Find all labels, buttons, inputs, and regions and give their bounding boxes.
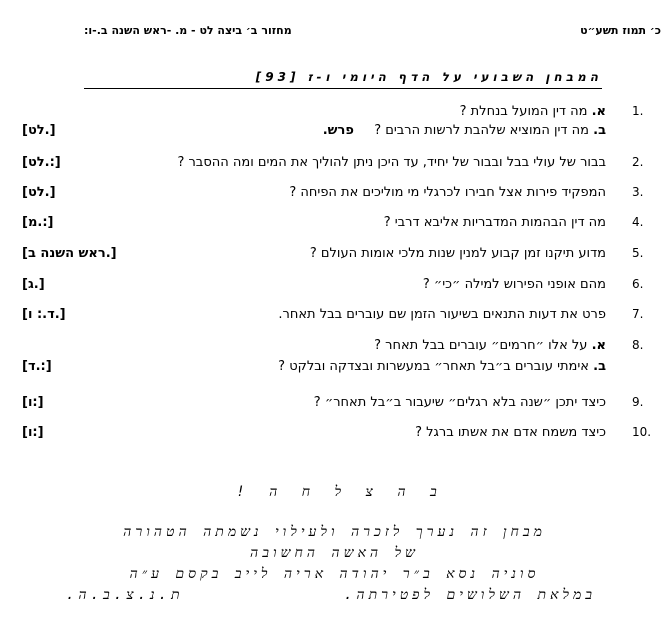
question-source: [ד.:] — [22, 359, 52, 374]
question-text: מה דין המוציא שלהבת לרשות הרבים ? — [374, 123, 589, 138]
question-8 — [22, 338, 652, 376]
wish-letter: ה — [269, 484, 282, 500]
question-text: כיצד יתכן ״שנה בלא רגלים״ שיעבור ב״בל תאחר״ ? — [313, 395, 606, 410]
question-text: מה דין הבהמות המדבריות אליבא דרבי ? — [383, 215, 606, 230]
question-extra: פרש. — [322, 123, 354, 138]
question-text: כיצד משמח אדם את אשתו ברגל ? — [415, 425, 606, 440]
question-2 — [22, 155, 652, 173]
question-source: [לט.] — [22, 185, 56, 200]
question-text: המפקיד פירות אצל חבירו לכרגלי מי מוליכים את הפיחה ? — [289, 185, 606, 200]
question-line-b — [278, 359, 606, 374]
question-5 — [22, 246, 652, 264]
wish-letter: ה — [397, 484, 410, 500]
wish-letter: ב — [429, 484, 441, 500]
question-4 — [22, 215, 652, 233]
question-label: ב. — [593, 359, 606, 374]
question-source: [מ.:] — [22, 215, 54, 230]
question-label: ב. — [593, 123, 606, 138]
dedication-line: של האשה החשובה — [250, 545, 419, 561]
question-source: [ג.] — [22, 277, 45, 292]
dedication-line: ת.נ.צ.ב.ה. — [66, 587, 184, 603]
header — [0, 24, 669, 42]
question-7 — [22, 307, 652, 325]
question-source: [ו:] — [22, 425, 44, 440]
question-number: 3. — [632, 185, 644, 199]
question-9 — [22, 395, 652, 413]
wish-letter: צ — [365, 484, 377, 500]
wish-letter: ! — [236, 484, 249, 500]
question-text: מה דין המועל בנחלת ? — [459, 104, 588, 119]
question-6 — [22, 277, 652, 295]
question-number: 5. — [632, 246, 644, 260]
question-1 — [22, 104, 652, 140]
dedication-line: סוניה נסא ב״ר יהודה אריה לייב בקסם ע״ה — [129, 566, 540, 582]
question-number: 7. — [632, 307, 644, 321]
wish-letter: ח — [301, 484, 315, 500]
question-text: על אלו ״חרמים״ עוברים בבל תאחר ? — [374, 338, 588, 353]
question-number: 9. — [632, 395, 644, 409]
question-number: 1. — [632, 104, 644, 118]
header-range: מחזור ב׳ ביצה לט - מ. -ראש השנה ב.-ו: — [84, 24, 292, 37]
question-10 — [22, 425, 652, 443]
question-text: מהם אופני הפירוש למילה ״כי״ ? — [422, 277, 606, 292]
question-3 — [22, 185, 652, 203]
question-text: פרט את דעות התנאים בשיעור הזמן שם עוברים בבל תאחר. — [278, 307, 606, 322]
wish-letter: ל — [334, 484, 346, 500]
question-number: 10. — [632, 425, 652, 439]
question-number: 4. — [632, 215, 644, 229]
question-text: בבור של עולי בבל ובבור של יחיד, עד היכן ניתן להוליך את המים ומה ההסבר ? — [177, 155, 606, 170]
header-date: כ׳ תמוז תשע״ט — [580, 24, 661, 37]
question-number: 8. — [632, 338, 644, 352]
dedication-line: מבחן זה נערך לזכרה ולעילוי נשמתה הטהורה — [123, 524, 546, 540]
question-label: א. — [591, 338, 606, 353]
success-wish — [0, 484, 669, 501]
dedication-line: במלאת השלושים לפטירתה. — [343, 587, 596, 603]
page-title: המבחן השבועי על הדף היומי ו-ז [93] — [84, 70, 602, 89]
question-number: 2. — [632, 155, 644, 169]
question-source: [לט.] — [22, 123, 56, 138]
question-line-a — [374, 338, 606, 353]
question-source: [ראש השנה ב.] — [22, 246, 117, 261]
question-number: 6. — [632, 277, 644, 291]
question-source: [ו:] — [22, 395, 44, 410]
question-source: [לט.:] — [22, 155, 61, 170]
question-line-a — [460, 104, 606, 119]
question-text: מדוע תיקנו זמן קבוע למנין שנות מלכי אומות העולם ? — [309, 246, 606, 261]
question-text: אימתי עוברים ב״בל תאחר״ במעשרות ובצדקה ובלקט ? — [278, 359, 589, 374]
question-label: א. — [591, 104, 606, 119]
question-source: [ד.: ו.] — [22, 307, 66, 322]
question-line-b — [323, 123, 606, 138]
